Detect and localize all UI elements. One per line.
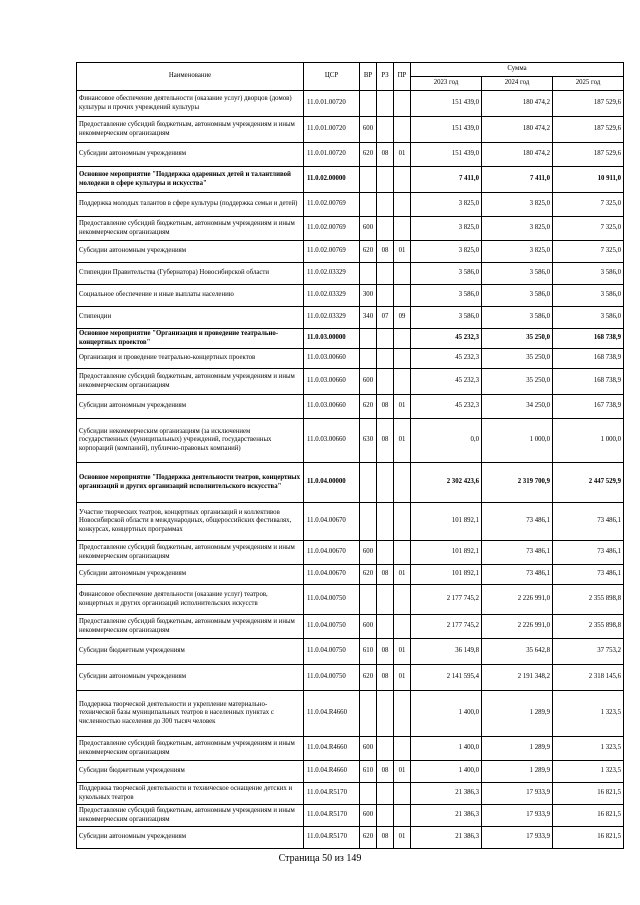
table-row (77, 827, 624, 849)
row-sum-2024: 2 226 991,0 (482, 585, 553, 615)
row-pr (394, 615, 411, 639)
row-sum-2023: 2 177 745,2 (411, 585, 482, 615)
row-sum-2023: 45 232,3 (411, 395, 482, 419)
table-row (77, 541, 624, 565)
row-csr: 11.0.01.00720 (304, 117, 360, 143)
row-csr: 11.0.02.03329 (304, 285, 360, 307)
row-sum-2024: 73 486,1 (482, 565, 553, 585)
row-pr: 01 (394, 419, 411, 463)
row-name: Предоставление субсидий бюджетным, автономным учреждениям и иным некоммерческим организациям (77, 805, 304, 827)
row-rz (377, 193, 394, 217)
table-row (77, 761, 624, 783)
table-row (77, 395, 624, 419)
row-vr (360, 193, 377, 217)
row-name: Участие творческих театров, концертных организаций и коллективов Новосибирской области в международных, общероссийских фестивалях, конкурсах, концертных программах (77, 503, 304, 541)
row-vr: 620 (360, 395, 377, 419)
row-sum-2024: 3 586,0 (482, 263, 553, 285)
row-pr: 01 (394, 761, 411, 783)
row-pr (394, 167, 411, 193)
row-sum-2024: 1 289,9 (482, 761, 553, 783)
table-row (77, 585, 624, 615)
row-name: Основное мероприятие "Поддержка одаренных детей и талантливой молодежи в сфере культуры и искусства" (77, 167, 304, 193)
row-sum-2024: 17 933,9 (482, 827, 553, 849)
row-sum-2024: 34 250,0 (482, 395, 553, 419)
row-vr (360, 783, 377, 805)
row-sum-2025: 16 821,5 (553, 827, 624, 849)
row-name: Стипендии Правительства (Губернатора) Новосибирской области (77, 263, 304, 285)
table-row (77, 615, 624, 639)
table-row (77, 665, 624, 691)
row-sum-2025: 3 586,0 (553, 307, 624, 329)
row-rz: 08 (377, 143, 394, 167)
header-rz: РЗ (377, 63, 394, 91)
row-name: Субсидии бюджетным учреждениям (77, 639, 304, 665)
row-name: Поддержка творческой деятельности и укрепление материально-технической базы муниципальных театров в населенных пунктах с численностью населения до 300 тысяч человек (77, 691, 304, 737)
row-vr: 600 (360, 217, 377, 241)
row-rz: 08 (377, 565, 394, 585)
table-row (77, 463, 624, 503)
row-name: Организация и проведение театрально-концертных проектов (77, 349, 304, 369)
row-csr: 11.0.02.00000 (304, 167, 360, 193)
row-csr: 11.0.03.00660 (304, 395, 360, 419)
row-csr: 11.0.01.00720 (304, 143, 360, 167)
row-sum-2025: 1 323,5 (553, 761, 624, 783)
row-csr: 11.0.04.00670 (304, 541, 360, 565)
row-name: Финансовое обеспечение деятельности (оказание услуг) театров, концертных и других организаций исполнительских искусств (77, 585, 304, 615)
row-sum-2024: 1 289,9 (482, 691, 553, 737)
row-sum-2023: 45 232,3 (411, 329, 482, 349)
table-row (77, 307, 624, 329)
row-pr (394, 217, 411, 241)
table-row (77, 143, 624, 167)
row-vr: 620 (360, 143, 377, 167)
row-sum-2024: 3 825,0 (482, 217, 553, 241)
row-csr: 11.0.02.00769 (304, 217, 360, 241)
row-rz: 08 (377, 761, 394, 783)
row-name: Субсидии автономным учреждениям (77, 395, 304, 419)
row-name: Субсидии автономным учреждениям (77, 143, 304, 167)
row-sum-2025: 187 529,6 (553, 117, 624, 143)
row-pr (394, 193, 411, 217)
row-sum-2025: 7 325,0 (553, 217, 624, 241)
row-name: Стипендии (77, 307, 304, 329)
table-row (77, 117, 624, 143)
row-pr (394, 349, 411, 369)
row-sum-2023: 21 386,3 (411, 827, 482, 849)
row-vr (360, 329, 377, 349)
row-name: Поддержка молодых талантов в сфере культуры (поддержка семьи и детей) (77, 193, 304, 217)
row-name: Субсидии автономным учреждениям (77, 565, 304, 585)
row-pr: 01 (394, 827, 411, 849)
table-row (77, 285, 624, 307)
row-pr (394, 463, 411, 503)
row-sum-2025: 187 529,6 (553, 91, 624, 117)
row-sum-2024: 73 486,1 (482, 503, 553, 541)
row-csr: 11.0.02.00769 (304, 193, 360, 217)
row-sum-2024: 35 642,8 (482, 639, 553, 665)
row-rz (377, 503, 394, 541)
table-row (77, 419, 624, 463)
row-sum-2024: 1 000,0 (482, 419, 553, 463)
row-csr: 11.0.04.00750 (304, 615, 360, 639)
row-sum-2024: 17 933,9 (482, 783, 553, 805)
row-sum-2025: 187 529,6 (553, 143, 624, 167)
row-sum-2023: 151 439,0 (411, 143, 482, 167)
row-sum-2024: 180 474,2 (482, 117, 553, 143)
row-sum-2024: 3 586,0 (482, 307, 553, 329)
row-sum-2025: 73 486,1 (553, 565, 624, 585)
row-sum-2025: 37 753,2 (553, 639, 624, 665)
row-rz (377, 349, 394, 369)
row-sum-2023: 0,0 (411, 419, 482, 463)
row-vr: 620 (360, 827, 377, 849)
row-csr: 11.0.03.00660 (304, 369, 360, 395)
row-vr (360, 503, 377, 541)
row-name: Финансовое обеспечение деятельности (оказание услуг) дворцов (домов) культуры и прочих учреждений культуры (77, 91, 304, 117)
table-row (77, 329, 624, 349)
row-vr: 340 (360, 307, 377, 329)
row-sum-2025: 1 323,5 (553, 737, 624, 761)
row-pr (394, 263, 411, 285)
row-vr (360, 167, 377, 193)
row-sum-2024: 73 486,1 (482, 541, 553, 565)
row-sum-2024: 2 191 348,2 (482, 665, 553, 691)
row-sum-2024: 3 825,0 (482, 241, 553, 263)
row-pr (394, 285, 411, 307)
row-vr: 620 (360, 241, 377, 263)
row-vr (360, 91, 377, 117)
table-row (77, 503, 624, 541)
row-sum-2025: 7 325,0 (553, 193, 624, 217)
row-csr: 11.0.04.00000 (304, 463, 360, 503)
row-vr: 600 (360, 117, 377, 143)
row-sum-2023: 3 825,0 (411, 193, 482, 217)
row-rz (377, 585, 394, 615)
row-vr (360, 263, 377, 285)
row-sum-2024: 7 411,0 (482, 167, 553, 193)
header-year-2023: 2023 год (411, 77, 482, 91)
row-vr: 600 (360, 541, 377, 565)
row-vr: 620 (360, 565, 377, 585)
row-csr: 11.0.02.03329 (304, 263, 360, 285)
row-csr: 11.0.04.R4660 (304, 737, 360, 761)
row-name: Субсидии некоммерческим организациям (за исключением государственных (муниципальных) учреждений, государственных корпораций (компаний), публично-правовых компаний) (77, 419, 304, 463)
row-rz (377, 117, 394, 143)
row-sum-2025: 1 323,5 (553, 691, 624, 737)
row-sum-2025: 73 486,1 (553, 541, 624, 565)
row-sum-2023: 101 892,1 (411, 503, 482, 541)
row-vr: 630 (360, 419, 377, 463)
table-row (77, 783, 624, 805)
row-name: Субсидии автономным учреждениям (77, 241, 304, 263)
row-csr: 11.0.01.00720 (304, 91, 360, 117)
row-sum-2025: 10 911,0 (553, 167, 624, 193)
row-name: Субсидии автономным учреждениям (77, 665, 304, 691)
row-vr: 610 (360, 761, 377, 783)
table-row (77, 217, 624, 241)
row-sum-2023: 45 232,3 (411, 349, 482, 369)
row-sum-2023: 1 400,0 (411, 761, 482, 783)
row-rz (377, 615, 394, 639)
row-sum-2023: 3 586,0 (411, 263, 482, 285)
row-name: Основное мероприятие "Поддержка деятельности театров, концертных организаций и других организаций исполнительского искусства" (77, 463, 304, 503)
row-csr: 11.0.04.R4660 (304, 691, 360, 737)
row-pr (394, 805, 411, 827)
row-sum-2024: 3 825,0 (482, 193, 553, 217)
row-sum-2024: 35 250,0 (482, 369, 553, 395)
row-pr: 01 (394, 665, 411, 691)
row-sum-2023: 3 825,0 (411, 217, 482, 241)
row-name: Поддержка творческой деятельности и техническое оснащение детских и кукольных театров (77, 783, 304, 805)
row-sum-2025: 168 738,9 (553, 369, 624, 395)
row-pr (394, 691, 411, 737)
row-rz (377, 285, 394, 307)
row-csr: 11.0.02.00769 (304, 241, 360, 263)
row-rz: 08 (377, 639, 394, 665)
row-rz (377, 263, 394, 285)
row-sum-2024: 180 474,2 (482, 91, 553, 117)
row-pr: 01 (394, 565, 411, 585)
row-name: Субсидии автономным учреждениям (77, 827, 304, 849)
row-vr: 600 (360, 369, 377, 395)
row-csr: 11.0.04.R5170 (304, 783, 360, 805)
table-row (77, 805, 624, 827)
header-year-2025: 2025 год (553, 77, 624, 91)
row-pr (394, 541, 411, 565)
row-csr: 11.0.03.00660 (304, 349, 360, 369)
budget-table (76, 62, 624, 849)
row-csr: 11.0.04.00750 (304, 585, 360, 615)
row-sum-2025: 16 821,5 (553, 805, 624, 827)
row-vr: 620 (360, 665, 377, 691)
header-pr: ПР (394, 63, 411, 91)
row-sum-2023: 3 825,0 (411, 241, 482, 263)
row-rz (377, 167, 394, 193)
row-pr (394, 783, 411, 805)
row-sum-2023: 1 400,0 (411, 737, 482, 761)
table-body (77, 91, 624, 849)
row-rz (377, 91, 394, 117)
row-sum-2025: 2 355 898,8 (553, 615, 624, 639)
row-sum-2025: 3 586,0 (553, 285, 624, 307)
row-sum-2023: 21 386,3 (411, 805, 482, 827)
row-rz: 08 (377, 419, 394, 463)
row-sum-2024: 35 250,0 (482, 349, 553, 369)
table-row (77, 565, 624, 585)
row-name: Предоставление субсидий бюджетным, автономным учреждениям и иным некоммерческим организациям (77, 737, 304, 761)
row-sum-2024: 1 289,9 (482, 737, 553, 761)
row-pr: 01 (394, 143, 411, 167)
row-sum-2025: 16 821,5 (553, 783, 624, 805)
row-sum-2025: 3 586,0 (553, 263, 624, 285)
row-sum-2023: 2 302 423,6 (411, 463, 482, 503)
row-sum-2025: 168 738,9 (553, 349, 624, 369)
header-vr: ВР (360, 63, 377, 91)
row-rz (377, 217, 394, 241)
header-year-2024: 2024 год (482, 77, 553, 91)
row-vr (360, 691, 377, 737)
row-sum-2023: 151 439,0 (411, 117, 482, 143)
row-name: Субсидии бюджетным учреждениям (77, 761, 304, 783)
row-rz (377, 329, 394, 349)
table-row (77, 369, 624, 395)
row-pr (394, 329, 411, 349)
row-pr: 01 (394, 395, 411, 419)
row-sum-2024: 17 933,9 (482, 805, 553, 827)
row-name: Предоставление субсидий бюджетным, автономным учреждениям и иным некоммерческим организациям (77, 117, 304, 143)
row-rz (377, 691, 394, 737)
row-csr: 11.0.04.00670 (304, 503, 360, 541)
row-vr (360, 585, 377, 615)
row-sum-2023: 1 400,0 (411, 691, 482, 737)
row-vr (360, 349, 377, 369)
table-row (77, 639, 624, 665)
row-csr: 11.0.04.00670 (304, 565, 360, 585)
row-sum-2025: 2 355 898,8 (553, 585, 624, 615)
row-rz: 08 (377, 665, 394, 691)
row-pr (394, 585, 411, 615)
row-rz (377, 737, 394, 761)
row-rz (377, 541, 394, 565)
row-sum-2023: 7 411,0 (411, 167, 482, 193)
row-name: Социальное обеспечение и иные выплаты населению (77, 285, 304, 307)
row-sum-2023: 3 586,0 (411, 285, 482, 307)
row-sum-2024: 3 586,0 (482, 285, 553, 307)
row-sum-2025: 73 486,1 (553, 503, 624, 541)
row-pr (394, 369, 411, 395)
row-name: Предоставление субсидий бюджетным, автономным учреждениям и иным некоммерческим организациям (77, 615, 304, 639)
row-csr: 11.0.03.00660 (304, 419, 360, 463)
row-sum-2023: 36 149,8 (411, 639, 482, 665)
row-rz (377, 463, 394, 503)
row-pr (394, 503, 411, 541)
row-sum-2025: 2 447 529,9 (553, 463, 624, 503)
row-sum-2025: 7 325,0 (553, 241, 624, 263)
row-vr: 600 (360, 737, 377, 761)
row-vr: 300 (360, 285, 377, 307)
row-rz: 08 (377, 395, 394, 419)
row-vr: 600 (360, 615, 377, 639)
row-csr: 11.0.03.00000 (304, 329, 360, 349)
row-sum-2023: 151 439,0 (411, 91, 482, 117)
row-sum-2023: 21 386,3 (411, 783, 482, 805)
row-vr (360, 463, 377, 503)
row-csr: 11.0.02.03329 (304, 307, 360, 329)
row-rz (377, 805, 394, 827)
row-sum-2025: 1 000,0 (553, 419, 624, 463)
header-sum: Сумма (411, 63, 624, 77)
row-sum-2024: 35 250,0 (482, 329, 553, 349)
header-name: Наименование (77, 63, 304, 91)
row-vr: 600 (360, 805, 377, 827)
row-sum-2025: 168 738,9 (553, 329, 624, 349)
row-rz: 08 (377, 241, 394, 263)
row-pr (394, 117, 411, 143)
table-row (77, 193, 624, 217)
row-pr: 01 (394, 639, 411, 665)
row-pr: 09 (394, 307, 411, 329)
row-csr: 11.0.04.R5170 (304, 805, 360, 827)
row-pr: 01 (394, 241, 411, 263)
table-row (77, 167, 624, 193)
row-sum-2024: 180 474,2 (482, 143, 553, 167)
row-sum-2025: 2 318 145,6 (553, 665, 624, 691)
page-number: Страница 50 из 149 (278, 853, 362, 864)
row-csr: 11.0.04.R4660 (304, 761, 360, 783)
table-row (77, 241, 624, 263)
table-row (77, 263, 624, 285)
row-csr: 11.0.04.00750 (304, 665, 360, 691)
row-pr (394, 91, 411, 117)
row-vr: 610 (360, 639, 377, 665)
row-name: Основное мероприятие "Организация и проведение театрально-концертных проектов" (77, 329, 304, 349)
header-csr: ЦСР (304, 63, 360, 91)
table-row (77, 91, 624, 117)
row-sum-2023: 3 586,0 (411, 307, 482, 329)
row-sum-2023: 101 892,1 (411, 541, 482, 565)
table-row (77, 737, 624, 761)
row-name: Предоставление субсидий бюджетным, автономным учреждениям и иным некоммерческим организациям (77, 369, 304, 395)
table-row (77, 691, 624, 737)
row-rz: 07 (377, 307, 394, 329)
row-sum-2025: 167 738,9 (553, 395, 624, 419)
row-csr: 11.0.04.R5170 (304, 827, 360, 849)
row-rz (377, 783, 394, 805)
row-csr: 11.0.04.00750 (304, 639, 360, 665)
row-rz (377, 369, 394, 395)
row-rz: 08 (377, 827, 394, 849)
row-pr (394, 737, 411, 761)
row-sum-2023: 45 232,3 (411, 369, 482, 395)
row-sum-2023: 2 177 745,2 (411, 615, 482, 639)
table-row (77, 349, 624, 369)
row-name: Предоставление субсидий бюджетным, автономным учреждениям и иным некоммерческим организациям (77, 541, 304, 565)
row-sum-2024: 2 319 700,9 (482, 463, 553, 503)
row-sum-2023: 2 141 595,4 (411, 665, 482, 691)
row-sum-2023: 101 892,1 (411, 565, 482, 585)
row-name: Предоставление субсидий бюджетным, автономным учреждениям и иным некоммерческим организациям (77, 217, 304, 241)
row-sum-2024: 2 226 991,0 (482, 615, 553, 639)
